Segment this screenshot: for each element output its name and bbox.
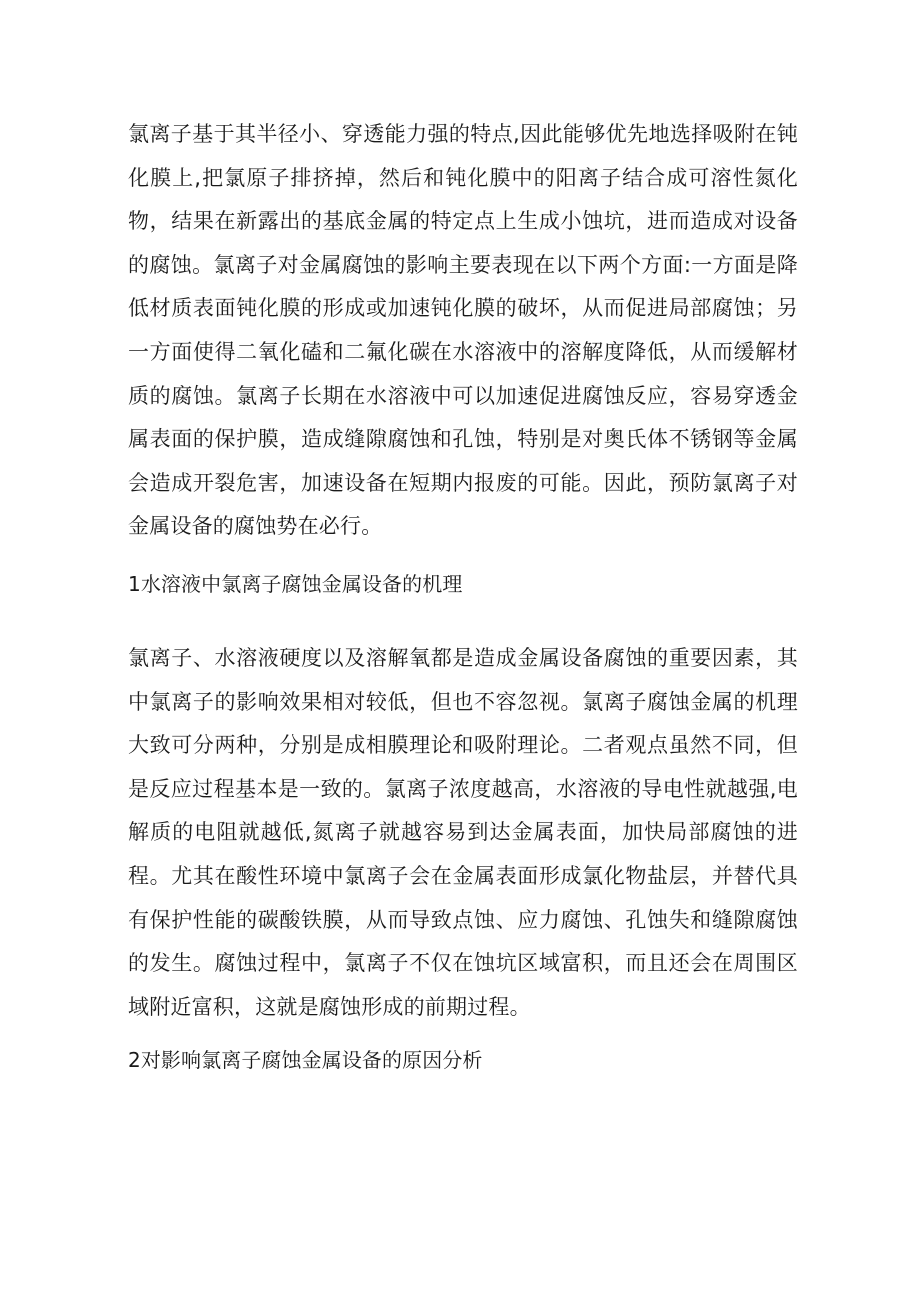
section-heading-2: 2对影响氯离子腐蚀金属设备的原因分析 <box>128 1048 483 1073</box>
mechanism-paragraph: 氯离子、水溶液硬度以及溶解氧都是造成金属设备腐蚀的重要因素，其中氯离子的影响效果相对较低，但也不容忽视。氯离子腐蚀金属的机理大致可分两种，分别是成相膜理论和吸附理论。二者观点虽然不同，但是反应过程基本是一致的。氯离子浓度越高，水溶液的导电性就越强,电解质的电阻就越低,氮离子就越容易到达金属表面，加快局部腐蚀的进程。尤其在酸性环境中氯离子会在金属表面形成氯化物盐层，并替代具有保护性能的碳酸铁膜，从而导致点蚀、应力腐蚀、孔蚀失和缝隙腐蚀的发生。腐蚀过程中，氯离子不仅在蚀坑区域富积，而且还会在周围区域附近富积，这就是腐蚀形成的前期过程。 <box>128 645 798 1019</box>
intro-paragraph: 氯离子基于其半径小、穿透能力强的特点,因此能够优先地选择吸附在钝化膜上,把氯原子排挤掉，然后和钝化膜中的阳离子结合成可溶性氮化物，结果在新露出的基底金属的特定点上生成小蚀坑，进而造成对设备的腐蚀。氯离子对金属腐蚀的影响主要表现在以下两个方面:一方面是降低材质表面钝化膜的形成或加速钝化膜的破坏，从而促进局部腐蚀；另一方面使得二氧化磕和二氟化碳在水溶液中的溶解度降低，从而缓解材质的腐蚀。氯离子长期在水溶液中可以加速促进腐蚀反应，容易穿透金属表面的保护膜，造成缝隙腐蚀和孔蚀，特别是对奥氏体不锈钢等金属会造成开裂危害，加速设备在短期内报废的可能。因此，预防氯离子对金属设备的腐蚀势在必行。 <box>128 122 798 539</box>
section-heading-1: 1水溶液中氯离子腐蚀金属设备的机理 <box>128 571 463 596</box>
document-body <box>128 113 798 1075</box>
